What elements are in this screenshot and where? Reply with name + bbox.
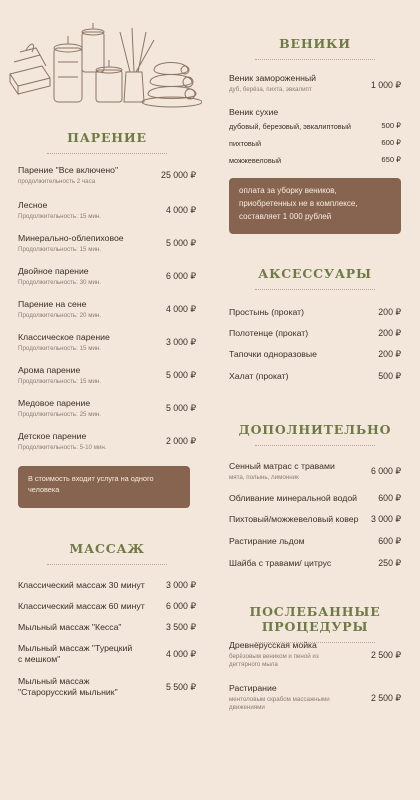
list-item: Тапочки одноразовые 200 ₽ bbox=[229, 349, 401, 359]
section-title-after: ПОСЛЕБАННЫЕ ПРОЦЕДУРЫ bbox=[249, 604, 381, 634]
section-extra bbox=[229, 422, 401, 446]
divider bbox=[47, 153, 167, 154]
section-veniki bbox=[229, 36, 401, 60]
list-item: Мыльный массаж "Кесса" 3 500 ₽ bbox=[18, 622, 196, 632]
list-item: дубовый, березовый, эвкалиптовый 500 ₽ bbox=[229, 121, 401, 131]
list-item: Мыльный массаж "Турецкий с мешком" 4 000 ₽ bbox=[18, 643, 196, 664]
candle-icon bbox=[82, 23, 104, 72]
list-item: Халат (прокат) 500 ₽ bbox=[229, 371, 401, 381]
divider bbox=[255, 289, 375, 290]
list-item: Медовое парение Продолжительность: 25 мин. 5 000 ₽ bbox=[18, 398, 196, 418]
list-item: Минерально-облепиховое Продолжительность: 15 мин. 5 000 ₽ bbox=[18, 233, 196, 253]
candle-icon bbox=[54, 36, 82, 102]
candle-icon bbox=[96, 60, 122, 102]
list-item: можжевеловый 650 ₽ bbox=[229, 155, 401, 165]
section-title-parenie: ПАРЕНИЕ bbox=[67, 130, 147, 145]
list-item: Мыльный массаж "Старорусский мыльник" 5 500 ₽ bbox=[18, 676, 196, 697]
list-item: Лесное Продолжительность: 15 мин. 4 000 ₽ bbox=[18, 200, 196, 220]
towel-stack-icon bbox=[142, 63, 202, 108]
list-item: Двойное парение Продолжительность: 30 мин. 6 000 ₽ bbox=[18, 266, 196, 286]
list-item: Парение на сене Продолжительность: 20 мин. 4 000 ₽ bbox=[18, 299, 196, 319]
list-item: Обливание минеральной водой 600 ₽ bbox=[229, 493, 401, 503]
list-item: Веник сухие bbox=[229, 107, 279, 117]
info-note: оплата за уборку веников, приобретенных не в комплексе, составляет 1 000 рублей bbox=[229, 178, 401, 234]
list-item: Пихтовый/можжевеловый ковер 3 000 ₽ bbox=[229, 514, 401, 524]
section-title-veniki: ВЕНИКИ bbox=[279, 36, 351, 51]
list-item: Шайба с травами/ цитрус 250 ₽ bbox=[229, 558, 401, 568]
soap-stack-icon bbox=[10, 44, 50, 94]
list-item: Простынь (прокат) 200 ₽ bbox=[229, 307, 401, 317]
section-massage bbox=[18, 541, 196, 565]
section-after bbox=[223, 604, 407, 643]
divider bbox=[47, 564, 167, 565]
section-title-extra: ДОПОЛНИТЕЛЬНО bbox=[238, 422, 392, 437]
list-item: Классический массаж 60 минут 6 000 ₽ bbox=[18, 601, 196, 611]
reed-diffuser-icon bbox=[120, 28, 154, 102]
list-item: Классический массаж 30 минут 3 000 ₽ bbox=[18, 580, 196, 590]
section-title-accessories: АКСЕССУАРЫ bbox=[258, 266, 372, 281]
divider bbox=[255, 59, 375, 60]
list-item: Древнерусская мойка берёзовым веником и пеной из дегтярного мыла 2 500 ₽ bbox=[229, 640, 401, 668]
list-item: Полотенце (прокат) 200 ₽ bbox=[229, 328, 401, 338]
list-item: Растирание ментоловым скрабом массажными движениями 2 500 ₽ bbox=[229, 683, 401, 711]
list-item: Сенный матрас с травами мята, полынь, лимонник 6 000 ₽ bbox=[229, 461, 401, 481]
list-item: Растирание льдом 600 ₽ bbox=[229, 536, 401, 546]
list-item: Парение "Все включено" продолжительность 2 часа 25 000 ₽ bbox=[18, 165, 196, 185]
list-item: Классическое парение Продолжительность: 15 мин. 3 000 ₽ bbox=[18, 332, 196, 352]
divider bbox=[255, 445, 375, 446]
section-title-massage: МАССАЖ bbox=[69, 541, 145, 556]
list-item: Детское парение Продолжительность: 5-10 мин. 2 000 ₽ bbox=[18, 431, 196, 451]
list-item: Арома парение Продолжительность: 15 мин. 5 000 ₽ bbox=[18, 365, 196, 385]
list-item: Веник замороженный дуб, берёза, пихта, эвкалипт 1 000 ₽ bbox=[229, 73, 401, 93]
info-note: В стоимость входит услуга на одного человека bbox=[18, 466, 190, 508]
list-item: пихтовый 600 ₽ bbox=[229, 138, 401, 148]
spa-illustration bbox=[6, 22, 202, 108]
section-accessories bbox=[229, 266, 401, 290]
section-parenie bbox=[18, 130, 196, 154]
